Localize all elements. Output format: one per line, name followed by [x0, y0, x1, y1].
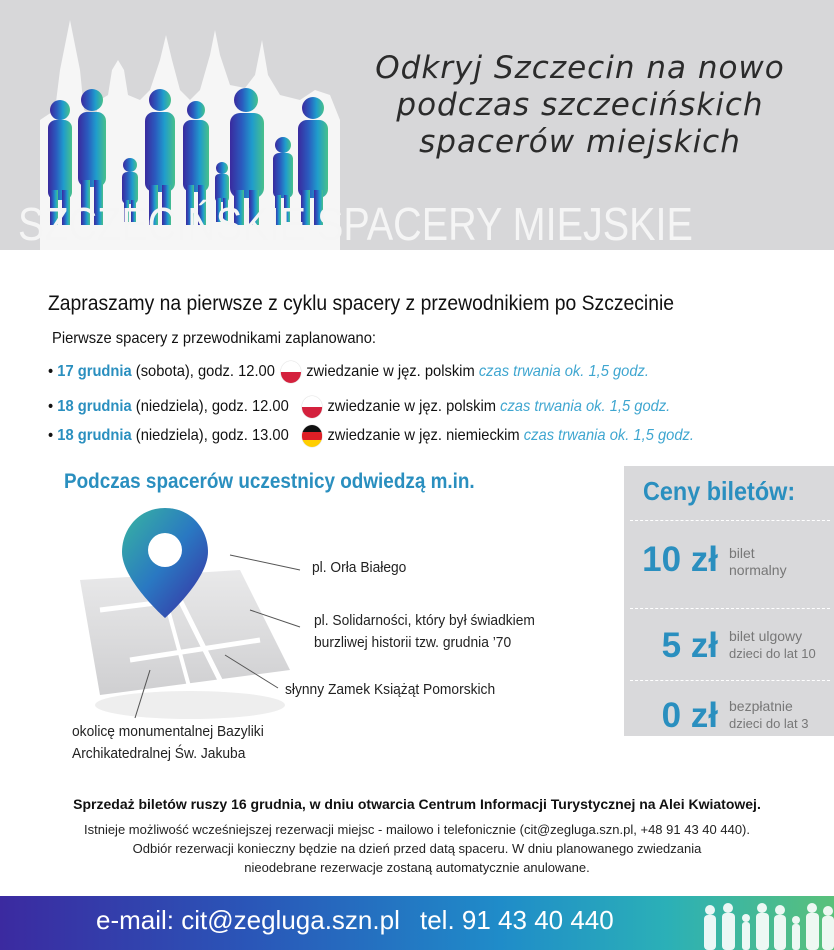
page-title: SZCZECIŃSKIE SPACERY MIEJSKIE	[18, 198, 693, 250]
footer-email[interactable]: e-mail: cit@zegluga.szn.pl	[96, 905, 400, 935]
price-label: dzieci do lat 10	[729, 646, 816, 661]
leader-lines	[60, 540, 320, 720]
walk-duration: czas trwania ok. 1,5 godz.	[500, 398, 671, 415]
divider	[630, 520, 830, 521]
price-value: 10 zł	[642, 540, 718, 579]
price-value: 5 zł	[661, 626, 718, 665]
intro-lead: Pierwsze spacery z przewodnikami zaplanowano:	[52, 330, 376, 347]
price-label: dzieci do lat 3	[729, 716, 809, 731]
price-label: normalny	[729, 562, 787, 578]
price-value: 0 zł	[661, 696, 718, 735]
sales-note: Sprzedaż biletów ruszy 16 grudnia, w dniu otwarcia Centrum Informacji Turystycznej na Alei Kwiatowej.	[73, 796, 761, 812]
walk-date: 17 grudnia	[57, 363, 132, 380]
intro-title: Zapraszamy na pierwsze z cyklu spacery z przewodnikiem po Szczecinie	[48, 292, 675, 315]
bullet: •	[48, 398, 54, 415]
place-item: pl. Orła Białego	[312, 559, 407, 576]
walk-language: zwiedzanie w jęz. niemieckim	[327, 427, 520, 444]
walk-day: (sobota), godz. 12.00	[135, 363, 275, 380]
walk-day: (niedziela), godz. 13.00	[135, 427, 289, 444]
footer-phone[interactable]: tel. 91 43 40 440	[420, 905, 614, 935]
walk-date: 18 grudnia	[57, 427, 132, 444]
walk-item	[48, 361, 649, 383]
walk-language: zwiedzanie w jęz. polskim	[327, 398, 496, 415]
walk-date: 18 grudnia	[57, 398, 132, 415]
bullet: •	[48, 427, 54, 444]
place-item: okolicę monumentalnej Bazyliki	[72, 723, 264, 740]
price-label: bilet ulgowy	[729, 628, 803, 644]
pl-flag-icon	[302, 396, 322, 418]
tagline: Odkryj Szczecin na nowo podczas szczecińskich spacerów miejskich	[375, 50, 785, 160]
walk-duration: czas trwania ok. 1,5 godz.	[523, 427, 694, 444]
info-line: Istnieje możliwość wcześniejszej rezerwacji miejsc - mailowo i telefonicznie (cit@zegluga.szn.pl, +48 91 43 40 440).	[83, 822, 750, 837]
bullet: •	[48, 363, 54, 380]
place-item: burzliwej historii tzw. grudnia ’70	[314, 634, 512, 651]
pl-flag-icon	[280, 361, 300, 383]
place-item: Archikatedralnej Św. Jakuba	[72, 745, 246, 762]
walk-day: (niedziela), godz. 12.00	[135, 398, 289, 415]
divider	[630, 680, 830, 681]
place-item: pl. Solidarności, który był świadkiem	[314, 612, 535, 629]
divider	[630, 608, 830, 609]
price-label: bilet	[729, 545, 755, 561]
info-line: nieodebrane rezerwacje zostaną automatycznie anulowane.	[244, 860, 590, 875]
info-line: Odbiór rezerwacji konieczny będzie na dzień przed datą spaceru. W dniu planowanego zwiedzania	[132, 841, 702, 856]
de-flag-icon	[302, 425, 322, 447]
walk-item	[48, 396, 670, 418]
price-label: bezpłatnie	[729, 698, 793, 714]
walk-duration: czas trwania ok. 1,5 godz.	[478, 363, 650, 380]
price-title: Ceny biletów:	[643, 476, 796, 506]
walk-item	[48, 425, 694, 447]
places-title: Podczas spacerów uczestnicy odwiedzą m.in.	[64, 470, 475, 493]
header-banner	[0, 0, 834, 250]
walk-language: zwiedzanie w jęz. polskim	[306, 363, 475, 380]
place-item: słynny Zamek Książąt Pomorskich	[285, 681, 496, 698]
